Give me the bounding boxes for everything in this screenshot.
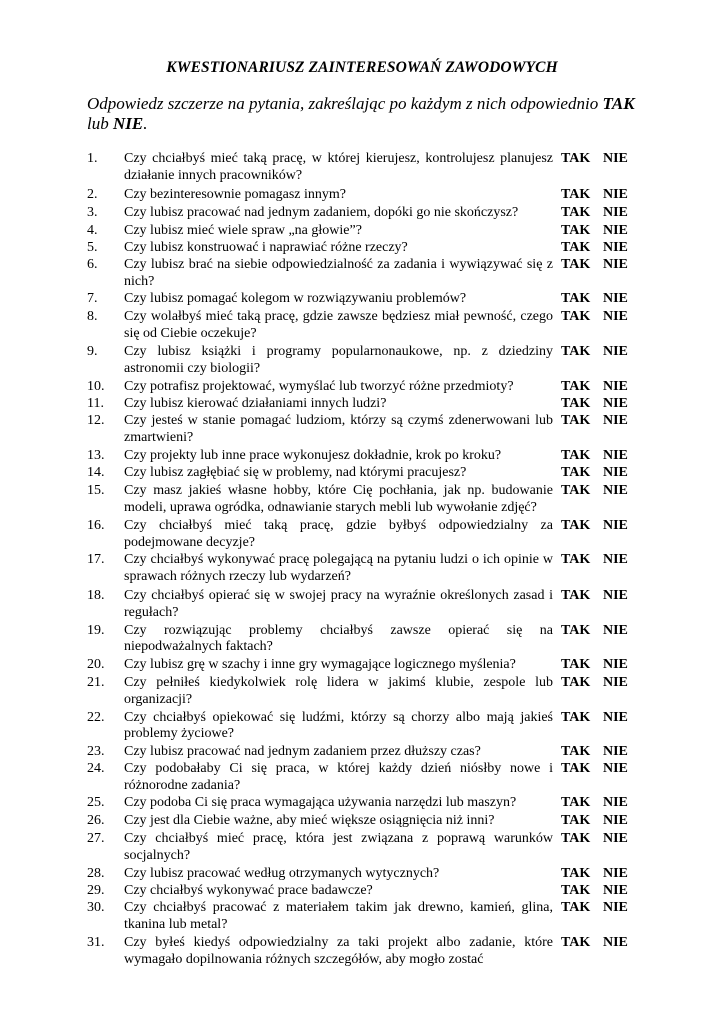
question-number: 7. xyxy=(87,291,98,307)
document-title: KWESTIONARIUSZ ZAINTERESOWAŃ ZAWODOWYCH xyxy=(166,59,558,76)
question-number: 19. xyxy=(87,622,105,638)
question-number: 23. xyxy=(87,744,105,760)
answer-nie[interactable]: NIE xyxy=(603,239,628,255)
question-text: Czy bezinteresownie pomagasz innym? xyxy=(124,186,346,202)
answer-nie[interactable]: NIE xyxy=(603,795,628,811)
answer-tak[interactable]: TAK xyxy=(561,447,591,463)
answer-options xyxy=(561,379,628,396)
question-text: Czy chciałbyś pracować z materiałem takim jak drewno, kamień, glina, tkanina lub metal? xyxy=(124,900,553,933)
question-row xyxy=(0,883,724,900)
answer-tak[interactable]: TAK xyxy=(561,760,591,776)
answer-options xyxy=(561,483,628,500)
answer-options xyxy=(561,710,628,727)
question-number: 14. xyxy=(87,465,105,481)
question-row xyxy=(0,761,724,795)
answer-nie[interactable]: NIE xyxy=(603,256,628,272)
answer-tak[interactable]: TAK xyxy=(561,657,591,673)
question-list xyxy=(0,151,724,970)
answer-options xyxy=(561,831,628,848)
answer-tak[interactable]: TAK xyxy=(561,256,591,272)
answer-nie[interactable]: NIE xyxy=(603,291,628,307)
question-row xyxy=(0,552,724,586)
answer-nie[interactable]: NIE xyxy=(603,412,628,428)
question-row xyxy=(0,813,724,830)
answer-tak[interactable]: TAK xyxy=(561,552,591,568)
question-row xyxy=(0,831,724,865)
question-number: 8. xyxy=(87,309,98,325)
question-row xyxy=(0,309,724,343)
instructions-middle: lub xyxy=(87,114,113,133)
question-number: 9. xyxy=(87,343,98,359)
question-row xyxy=(0,744,724,761)
answer-options xyxy=(561,291,628,308)
answer-nie[interactable]: NIE xyxy=(603,186,628,202)
question-text: Czy masz jakieś własne hobby, które Cię pochłania, jak np. budowanie modeli, uprawa ogródka, odnawianie starych mebli lub wywołanie zdjęć? xyxy=(124,483,553,515)
answer-tak[interactable]: TAK xyxy=(561,186,591,202)
question-text: Czy chciałbyś wykonywać prace badawcze? xyxy=(124,883,373,899)
question-text: Czy lubisz pracować nad jednym zadaniem przez dłuższy czas? xyxy=(124,744,481,760)
question-text: Czy lubisz pomagać kolegom w rozwiązywaniu problemów? xyxy=(124,291,467,307)
answer-tak[interactable]: TAK xyxy=(561,795,591,811)
answer-nie[interactable]: NIE xyxy=(603,379,628,395)
answer-options xyxy=(561,257,628,274)
question-row xyxy=(0,483,724,517)
question-row xyxy=(0,379,724,396)
answer-nie[interactable]: NIE xyxy=(603,744,628,760)
question-number: 29. xyxy=(87,883,105,899)
answer-options xyxy=(561,205,628,222)
answer-tak[interactable]: TAK xyxy=(561,379,591,395)
answer-nie[interactable]: NIE xyxy=(603,831,628,847)
answer-tak[interactable]: TAK xyxy=(561,622,591,638)
question-number: 10. xyxy=(87,379,105,395)
question-row xyxy=(0,396,724,413)
answer-tak[interactable]: TAK xyxy=(561,396,591,412)
question-number: 3. xyxy=(87,205,98,221)
answer-nie[interactable]: NIE xyxy=(603,552,628,568)
question-text: Czy lubisz mieć wiele spraw „na głowie”? xyxy=(124,223,362,239)
question-text: Czy podoba Ci się praca wymagająca używania narzędzi lub maszyn? xyxy=(124,795,517,811)
question-row xyxy=(0,657,724,674)
question-text: Czy chciałbyś mieć taką pracę, w której kierujesz, kontrolujesz planujesz działanie innych pracowników? xyxy=(124,151,553,183)
answer-tak[interactable]: TAK xyxy=(561,744,591,760)
answer-tak[interactable]: TAK xyxy=(561,412,591,428)
question-number: 5. xyxy=(87,239,98,255)
question-row xyxy=(0,710,724,744)
instructions-nie: NIE xyxy=(112,114,144,133)
question-text: Czy chciałbyś wykonywać pracę polegającą na pytaniu ludzi o ich opinie w sprawach różnych rzeczy lub wydarzeń? xyxy=(124,552,553,585)
question-row xyxy=(0,518,724,552)
question-text: Czy lubisz brać na siebie odpowiedzialność za zadania i wywiązywać się z nich? xyxy=(124,256,553,289)
question-row xyxy=(0,866,724,883)
question-text: Czy lubisz konstruować i naprawiać różne rzeczy? xyxy=(124,239,408,255)
answer-options xyxy=(561,623,628,640)
answer-nie[interactable]: NIE xyxy=(603,760,628,776)
question-number: 26. xyxy=(87,813,105,829)
question-number: 17. xyxy=(87,552,105,568)
answer-nie[interactable]: NIE xyxy=(603,151,628,166)
answer-nie[interactable]: NIE xyxy=(603,517,628,533)
instructions-end: . xyxy=(143,114,148,133)
answer-options xyxy=(561,187,628,204)
answer-nie[interactable]: NIE xyxy=(603,883,628,899)
question-row xyxy=(0,900,724,934)
answer-tak[interactable]: TAK xyxy=(561,223,591,239)
answer-nie[interactable]: NIE xyxy=(603,309,628,325)
answer-nie[interactable]: NIE xyxy=(603,205,628,221)
answer-nie[interactable]: NIE xyxy=(603,483,628,499)
question-row xyxy=(0,151,724,185)
question-number: 16. xyxy=(87,517,105,533)
answer-tak[interactable]: TAK xyxy=(561,517,591,533)
answer-nie[interactable]: NIE xyxy=(603,934,628,950)
question-number: 31. xyxy=(87,934,105,950)
answer-options xyxy=(561,883,628,900)
question-number: 1. xyxy=(87,151,98,166)
answer-nie[interactable]: NIE xyxy=(603,865,628,881)
question-text: Czy chciałbyś opiekować się ludźmi, którzy są chorzy albo mają jakieś problemy życiowe? xyxy=(124,709,553,742)
answer-options xyxy=(561,465,628,482)
answer-options xyxy=(561,813,628,830)
question-row xyxy=(0,448,724,465)
answer-nie[interactable]: NIE xyxy=(603,674,628,690)
question-row xyxy=(0,623,724,657)
answer-tak[interactable]: TAK xyxy=(561,343,591,359)
question-number: 6. xyxy=(87,256,98,272)
answer-options xyxy=(561,240,628,257)
answer-options xyxy=(561,675,628,692)
answer-tak[interactable]: TAK xyxy=(561,151,591,166)
answer-tak[interactable]: TAK xyxy=(561,865,591,881)
question-row xyxy=(0,344,724,378)
answer-tak[interactable]: TAK xyxy=(561,674,591,690)
question-text: Czy chciałbyś mieć taką pracę, gdzie byłbyś odpowiedzialny za podejmowane decyzje? xyxy=(124,517,553,550)
instructions-tak: TAK xyxy=(602,94,635,113)
answer-options xyxy=(561,935,628,952)
answer-options xyxy=(561,223,628,240)
question-number: 13. xyxy=(87,447,105,463)
question-number: 15. xyxy=(87,483,105,499)
answer-nie[interactable]: NIE xyxy=(603,465,628,481)
question-text: Czy podobałaby Ci się praca, w której każdy dzień niósłby nowe i różnorodne zadania? xyxy=(124,760,553,793)
answer-tak[interactable]: TAK xyxy=(561,709,591,725)
answer-options xyxy=(561,588,628,605)
answer-options xyxy=(561,795,628,812)
question-text: Czy jest dla Ciebie ważne, aby mieć większe osiągnięcia niż inni? xyxy=(124,813,495,829)
question-row xyxy=(0,240,724,257)
answer-tak[interactable]: TAK xyxy=(561,291,591,307)
answer-options xyxy=(561,309,628,326)
answer-tak[interactable]: TAK xyxy=(561,883,591,899)
question-row xyxy=(0,588,724,622)
question-number: 27. xyxy=(87,831,105,847)
question-row xyxy=(0,205,724,222)
question-number: 12. xyxy=(87,412,105,428)
question-number: 20. xyxy=(87,657,105,673)
question-number: 18. xyxy=(87,587,105,603)
question-text: Czy lubisz grę w szachy i inne gry wymagające logicznego myślenia? xyxy=(124,657,516,673)
answer-options xyxy=(561,900,628,917)
question-number: 24. xyxy=(87,760,105,776)
question-row xyxy=(0,465,724,482)
answer-options xyxy=(561,413,628,430)
answer-options xyxy=(561,396,628,413)
answer-options xyxy=(561,344,628,361)
question-text: Czy chciałbyś opierać się w swojej pracy na wyraźnie określonych zasad i regułach? xyxy=(124,587,553,620)
question-text: Czy potrafisz projektować, wymyślać lub tworzyć różne przedmioty? xyxy=(124,379,514,395)
question-text: Czy jesteś w stanie pomagać ludziom, którzy są czymś zdenerwowani lub zmartwieni? xyxy=(124,412,553,445)
answer-nie[interactable]: NIE xyxy=(603,813,628,829)
answer-tak[interactable]: TAK xyxy=(561,239,591,255)
question-text: Czy lubisz zagłębiać się w problemy, nad którymi pracujesz? xyxy=(124,465,467,481)
answer-nie[interactable]: NIE xyxy=(603,396,628,412)
question-row xyxy=(0,257,724,291)
answer-options xyxy=(561,761,628,778)
question-number: 11. xyxy=(87,396,104,412)
answer-tak[interactable]: TAK xyxy=(561,831,591,847)
instructions xyxy=(87,94,647,134)
answer-nie[interactable]: NIE xyxy=(603,447,628,463)
answer-nie[interactable]: NIE xyxy=(603,657,628,673)
answer-tak[interactable]: TAK xyxy=(561,813,591,829)
question-number: 25. xyxy=(87,795,105,811)
question-row xyxy=(0,795,724,812)
question-text: Czy byłeś kiedyś odpowiedzialny za taki projekt albo zadanie, które wymagało dopilnowania różnych szczegółów, aby mogło zostać xyxy=(124,934,553,967)
answer-options xyxy=(561,448,628,465)
answer-nie[interactable]: NIE xyxy=(603,709,628,725)
question-text: Czy chciałbyś mieć pracę, która jest związana z poprawą warunków socjalnych? xyxy=(124,831,553,863)
question-text: Czy lubisz kierować działaniami innych ludzi? xyxy=(124,396,387,412)
answer-tak[interactable]: TAK xyxy=(561,309,591,325)
answer-tak[interactable]: TAK xyxy=(561,205,591,221)
answer-nie[interactable]: NIE xyxy=(603,587,628,603)
answer-options xyxy=(561,657,628,674)
answer-options xyxy=(561,552,628,569)
answer-nie[interactable]: NIE xyxy=(603,223,628,239)
question-number: 30. xyxy=(87,900,105,916)
question-text: Czy lubisz pracować nad jednym zadaniem, dopóki go nie skończysz? xyxy=(124,205,519,221)
answer-nie[interactable]: NIE xyxy=(603,900,628,916)
answer-options xyxy=(561,518,628,535)
answer-nie[interactable]: NIE xyxy=(603,343,628,359)
question-row xyxy=(0,413,724,447)
question-text: Czy lubisz pracować według otrzymanych wytycznych? xyxy=(124,865,440,881)
question-number: 28. xyxy=(87,865,105,881)
question-text: Czy projekty lub inne prace wykonujesz dokładnie, krok po kroku? xyxy=(124,447,502,463)
answer-options xyxy=(561,744,628,761)
answer-options xyxy=(561,866,628,883)
answer-tak[interactable]: TAK xyxy=(561,900,591,916)
question-row xyxy=(0,291,724,308)
question-number: 22. xyxy=(87,709,105,725)
question-text: Czy pełniłeś kiedykolwiek rolę lidera w jakimś klubie, zespole lub organizacji? xyxy=(124,674,553,707)
question-text: Czy rozwiązując problemy chciałbyś zawsze opierać się na niepodważalnych faktach? xyxy=(124,622,553,655)
answer-tak[interactable]: TAK xyxy=(561,587,591,603)
question-row xyxy=(0,675,724,709)
answer-tak[interactable]: TAK xyxy=(561,465,591,481)
question-row xyxy=(0,935,724,969)
question-text: Czy lubisz książki i programy popularnonaukowe, np. z dziedziny astronomii czy biologii? xyxy=(124,343,553,376)
question-row xyxy=(0,223,724,240)
question-number: 4. xyxy=(87,223,98,239)
question-text: Czy wolałbyś mieć taką pracę, gdzie zawsze będziesz miał pewność, czego się od Ciebie oczekuje? xyxy=(124,309,553,341)
answer-nie[interactable]: NIE xyxy=(603,622,628,638)
answer-tak[interactable]: TAK xyxy=(561,934,591,950)
question-number: 21. xyxy=(87,674,105,690)
question-row xyxy=(0,187,724,204)
instructions-text: Odpowiedz szczerze na pytania, zakreślając po każdym z nich odpowiednio xyxy=(87,94,603,113)
answer-options xyxy=(561,151,628,168)
question-number: 2. xyxy=(87,186,98,202)
answer-tak[interactable]: TAK xyxy=(561,483,591,499)
